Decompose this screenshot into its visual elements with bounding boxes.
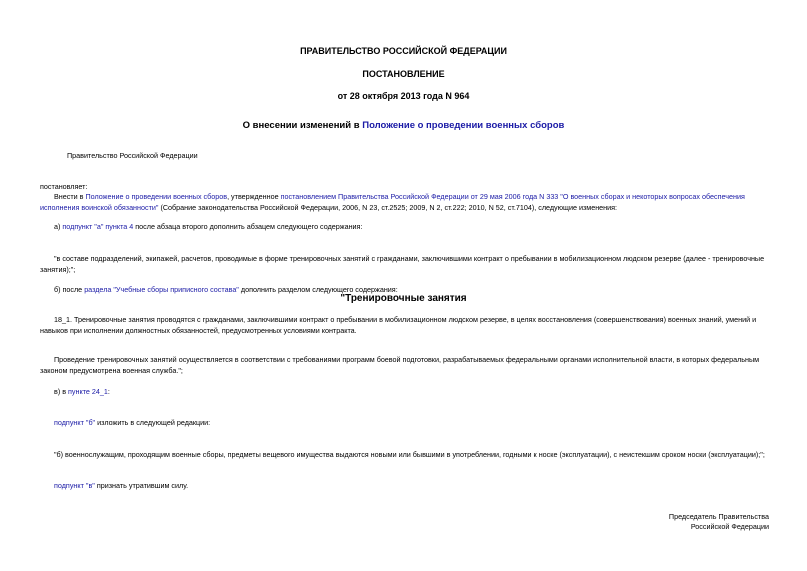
intro-text: Правительство Российской Федерации	[67, 151, 198, 160]
p1-text-b: , утвержденное	[227, 192, 281, 201]
government-name: ПРАВИТЕЛЬСТВО РОССИЙСКОЙ ФЕДЕРАЦИИ	[300, 46, 507, 56]
document-date: от 28 октября 2013 года N 964	[337, 91, 470, 101]
link-resolution-333[interactable]: постановлением Правительства Российской Федерации от 29 мая 2006 года N 333 "О военных сборах и некоторых вопросах обеспечения исполнения воинской обязанности"	[40, 192, 745, 212]
sub-v-text: признать утратившим силу.	[94, 481, 189, 490]
link-subclause-b[interactable]: подпункт "б"	[54, 418, 96, 427]
signature-block	[669, 512, 769, 532]
item-v	[54, 386, 110, 397]
item-v-text-b: :	[107, 387, 110, 396]
item-a-text-a: а)	[54, 222, 63, 231]
sub-b-text: изложить в следующей редакции:	[95, 418, 211, 427]
quote-a: "в составе подразделений, экипажей, расчетов, проводимые в форме тренировочных занятий с гражданами, заключившими контракт о пребывании в мобилизационном людском резерве (далее - тренировочные занятия);";	[40, 254, 765, 274]
item-a	[54, 221, 362, 232]
link-section-training-camps[interactable]: раздела "Учебные сборы приписного состава"	[84, 285, 239, 294]
link-subclause-v[interactable]: подпункт "в"	[54, 481, 95, 490]
link-item-24-1[interactable]: пункте 24_1	[68, 387, 108, 396]
link-subclause-a-item-4[interactable]: подпункт "а" пункта 4	[62, 222, 134, 231]
paragraph-18-1: 18_1. Тренировочные занятия проводятся с гражданами, заключившими контракт о пребывании в мобилизационном людском резерве, в целях восстановления (совершенствования) военных знаний, умений и навыков при исполнении должностных обязанностей, предусмотренных условиями контракта.	[40, 315, 757, 335]
signature-line-2: Российской Федерации	[690, 522, 769, 531]
paragraph-conduct: Проведение тренировочных занятий осуществляется в соответствии с требованиями программ боевой подготовки, разрабатываемых федеральными органами исполнительной власти, в которых федеральным законом предусмотрена военная служба.";	[40, 355, 760, 375]
item-a-text-b: после абзаца второго дополнить абзацем следующего содержания:	[133, 222, 363, 231]
subclause-b	[54, 417, 210, 428]
decree-text: постановляет:	[40, 182, 88, 191]
title-prefix: О внесении изменений в	[242, 120, 363, 131]
p1-text-a: Внести в	[54, 192, 86, 201]
signature-line-1: Председатель Правительства	[668, 512, 769, 521]
title-link-regulation[interactable]: Положение о проведении военных сборов	[362, 120, 565, 131]
paragraph-1	[40, 191, 770, 213]
p1-text-c: (Собрание законодательства Российской Федерации, 2006, N 23, ст.2525; 2009, N 2, ст.222; 2010, N 52, ст.7104), следующие изменения:	[158, 203, 618, 212]
link-regulation[interactable]: Положение о проведении военных сборов	[85, 192, 228, 201]
quote-b: "б) военнослужащим, проходящим военные сборы, предметы вещевого имущества выдаются новыми или бывшими в употреблении, годными к носке (эксплуатации), с неистекшим сроком носки (эксплуатации);";	[54, 450, 765, 459]
item-b-text-a: б) после	[54, 285, 85, 294]
item-v-text-a: в) в	[54, 387, 69, 396]
section-title: "Тренировочные занятия	[340, 293, 467, 304]
subclause-v	[54, 480, 188, 491]
document-title	[0, 120, 807, 131]
item-b-text-b: дополнить разделом следующего содержания:	[238, 285, 398, 294]
document-type: ПОСТАНОВЛЕНИЕ	[362, 69, 445, 79]
